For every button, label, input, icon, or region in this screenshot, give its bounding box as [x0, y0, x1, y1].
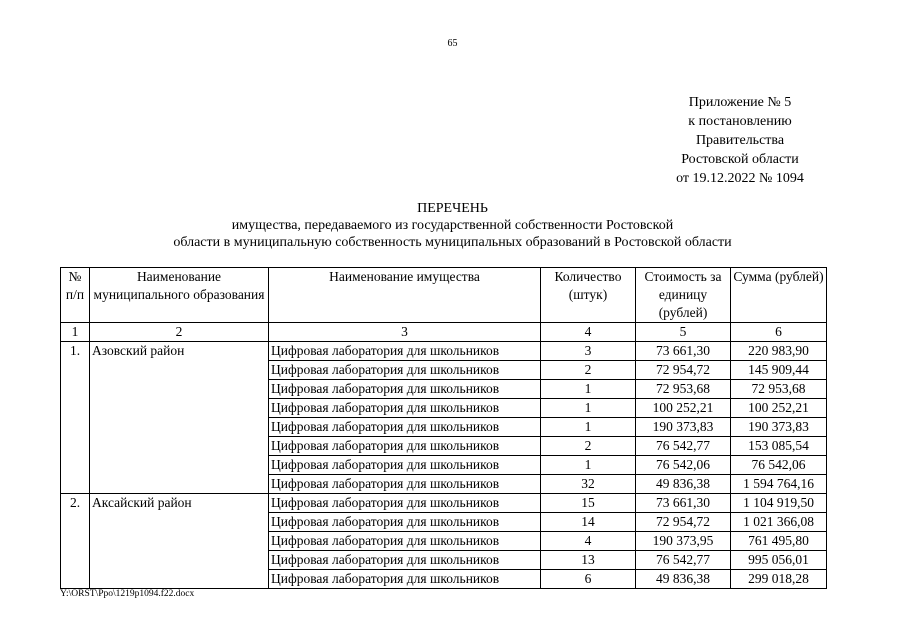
property-name: Цифровая лаборатория для школьников — [269, 437, 541, 456]
quantity-cell: 1 — [541, 380, 636, 399]
sum-cell: 76 542,06 — [731, 456, 827, 475]
quantity-cell: 4 — [541, 532, 636, 551]
municipality-name: Аксайский район — [90, 494, 269, 589]
property-name: Цифровая лаборатория для школьников — [269, 570, 541, 589]
header-unit-cost: Стоимость за единицу (рублей) — [636, 268, 731, 323]
property-name: Цифровая лаборатория для школьников — [269, 418, 541, 437]
unit-cost-cell: 49 836,38 — [636, 570, 731, 589]
property-name: Цифровая лаборатория для школьников — [269, 380, 541, 399]
unit-cost-cell: 76 542,06 — [636, 456, 731, 475]
header-sum: Сумма (рублей) — [731, 268, 827, 323]
quantity-cell: 6 — [541, 570, 636, 589]
column-number: 1 — [61, 323, 90, 342]
unit-cost-cell: 76 542,77 — [636, 437, 731, 456]
unit-cost-cell: 190 373,95 — [636, 532, 731, 551]
unit-cost-cell: 76 542,77 — [636, 551, 731, 570]
quantity-cell: 32 — [541, 475, 636, 494]
sum-cell: 100 252,21 — [731, 399, 827, 418]
sum-cell: 299 018,28 — [731, 570, 827, 589]
municipality-name: Азовский район — [90, 342, 269, 494]
sum-cell: 1 021 366,08 — [731, 513, 827, 532]
quantity-cell: 2 — [541, 361, 636, 380]
quantity-cell: 3 — [541, 342, 636, 361]
sum-cell: 72 953,68 — [731, 380, 827, 399]
property-name: Цифровая лаборатория для школьников — [269, 361, 541, 380]
appendix-line: к постановлению — [688, 114, 792, 129]
appendix-line: Приложение № 5 — [688, 95, 792, 110]
page-number: 65 — [447, 38, 458, 49]
quantity-cell: 1 — [541, 418, 636, 437]
sum-cell: 1 104 919,50 — [731, 494, 827, 513]
unit-cost-cell: 73 661,30 — [636, 494, 731, 513]
column-number: 5 — [636, 323, 731, 342]
property-name: Цифровая лаборатория для школьников — [269, 475, 541, 494]
document-title — [100, 200, 805, 251]
quantity-cell: 13 — [541, 551, 636, 570]
appendix-line: от 19.12.2022 № 1094 — [676, 171, 804, 186]
row-number: 2. — [61, 494, 90, 589]
title-line: имущества, передаваемого из государственной собственности Ростовской — [231, 218, 674, 233]
property-name: Цифровая лаборатория для школьников — [269, 456, 541, 475]
sum-cell: 761 495,80 — [731, 532, 827, 551]
table-row — [61, 342, 827, 361]
sum-cell: 220 983,90 — [731, 342, 827, 361]
quantity-cell: 14 — [541, 513, 636, 532]
header-municipality: Наименование муниципального образования — [90, 268, 269, 323]
unit-cost-cell: 72 954,72 — [636, 513, 731, 532]
unit-cost-cell: 72 953,68 — [636, 380, 731, 399]
table-body — [61, 342, 827, 589]
column-number: 3 — [269, 323, 541, 342]
quantity-cell: 1 — [541, 399, 636, 418]
property-name: Цифровая лаборатория для школьников — [269, 399, 541, 418]
header-property-name: Наименование имущества — [269, 268, 541, 323]
property-name: Цифровая лаборатория для школьников — [269, 513, 541, 532]
quantity-cell: 15 — [541, 494, 636, 513]
quantity-cell: 2 — [541, 437, 636, 456]
unit-cost-cell: 49 836,38 — [636, 475, 731, 494]
title-heading: ПЕРЕЧЕНЬ — [417, 201, 488, 216]
property-name: Цифровая лаборатория для школьников — [269, 342, 541, 361]
appendix-line: Ростовской области — [681, 152, 799, 167]
sum-cell: 1 594 764,16 — [731, 475, 827, 494]
sum-cell: 995 056,01 — [731, 551, 827, 570]
column-number: 6 — [731, 323, 827, 342]
header-number: № п/п — [61, 268, 90, 323]
appendix-line: Правительства — [695, 133, 785, 148]
sum-cell: 190 373,83 — [731, 418, 827, 437]
unit-cost-cell: 73 661,30 — [636, 342, 731, 361]
property-table — [60, 267, 827, 589]
unit-cost-cell: 190 373,83 — [636, 418, 731, 437]
unit-cost-cell: 100 252,21 — [636, 399, 731, 418]
column-number: 4 — [541, 323, 636, 342]
table-row — [61, 494, 827, 513]
property-name: Цифровая лаборатория для школьников — [269, 494, 541, 513]
unit-cost-cell: 72 954,72 — [636, 361, 731, 380]
property-name: Цифровая лаборатория для школьников — [269, 532, 541, 551]
header-quantity: Количество (штук) — [541, 268, 636, 323]
row-number: 1. — [61, 342, 90, 494]
column-number: 2 — [90, 323, 269, 342]
title-line: области в муниципальную собственность муниципальных образований в Ростовской области — [173, 235, 732, 250]
file-path-footer: Y:\ORST\Ppo\1219p1094.f22.docx — [60, 589, 195, 599]
appendix-block — [640, 93, 840, 188]
property-name: Цифровая лаборатория для школьников — [269, 551, 541, 570]
sum-cell: 145 909,44 — [731, 361, 827, 380]
quantity-cell: 1 — [541, 456, 636, 475]
sum-cell: 153 085,54 — [731, 437, 827, 456]
